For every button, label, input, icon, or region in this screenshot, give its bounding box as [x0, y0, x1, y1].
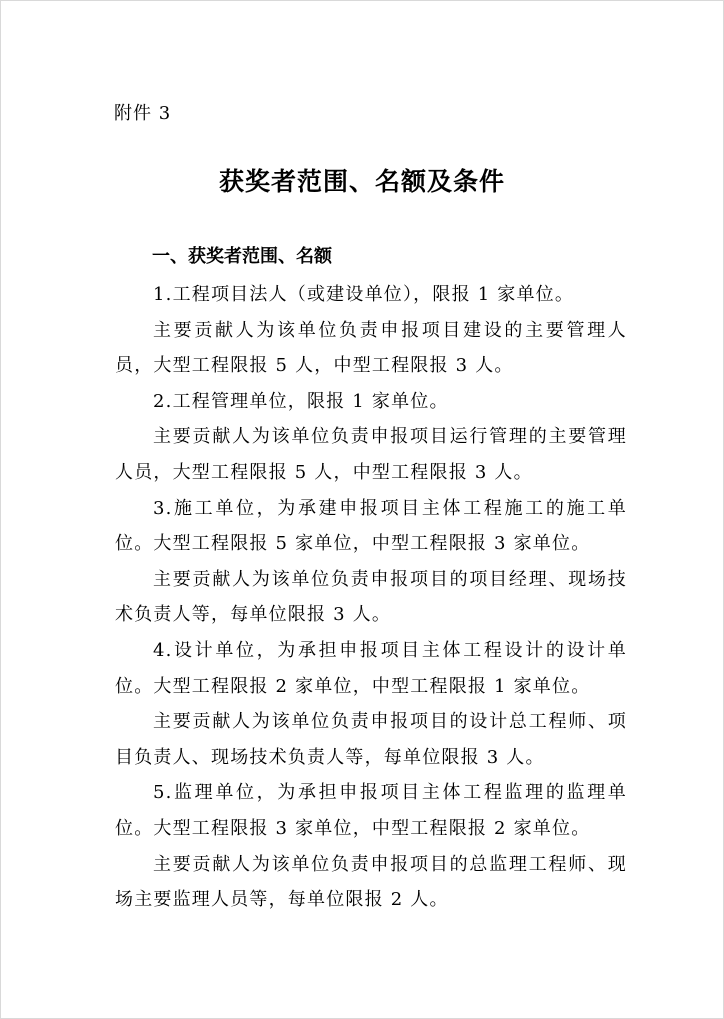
paragraph-item-1-contributors: 主要贡献人为该单位负责申报项目建设的主要管理人员，大型工程限报 5 人，中型工程限报 3 人。: [115, 319, 627, 377]
paragraph-item-4: 4.设计单位，为承担申报项目主体工程设计的设计单位。大型工程限报 2 家单位，中型工程限报 1 家单位。: [115, 639, 627, 697]
paragraph-item-5: 5.监理单位，为承担申报项目主体工程监理的监理单位。大型工程限报 3 家单位，中型工程限报 2 家单位。: [115, 782, 627, 839]
paragraph-item-3: 3.施工单位，为承建申报项目主体工程施工的施工单位。大型工程限报 5 家单位，中型工程限报 3 家单位。: [115, 497, 627, 555]
paragraph-item-4-contributors: 主要贡献人为该单位负责申报项目的设计总工程师、项目负责人、现场技术负责人等，每单位限报 3 人。: [115, 711, 627, 768]
paragraph-item-2-contributors: 主要贡献人为该单位负责申报项目运行管理的主要管理人员，大型工程限报 5 人，中型工程限报 3 人。: [115, 426, 627, 483]
attachment-label: 附件 3: [114, 103, 172, 124]
section-heading: 一、获奖者范围、名额: [152, 246, 332, 267]
document-title: 获奖者范围、名额及条件: [218, 167, 505, 196]
paragraph-item-1: 1.工程项目法人（或建设单位），限报 1 家单位。: [153, 284, 575, 305]
paragraph-item-3-contributors: 主要贡献人为该单位负责申报项目的项目经理、现场技术负责人等，每单位限报 3 人。: [115, 568, 627, 626]
document-body: [115, 277, 627, 918]
paragraph-item-5-contributors: 主要贡献人为该单位负责申报项目的总监理工程师、现场主要监理人员等，每单位限报 2 人。: [115, 853, 627, 911]
paragraph-item-2: 2.工程管理单位，限报 1 家单位。: [153, 390, 449, 412]
